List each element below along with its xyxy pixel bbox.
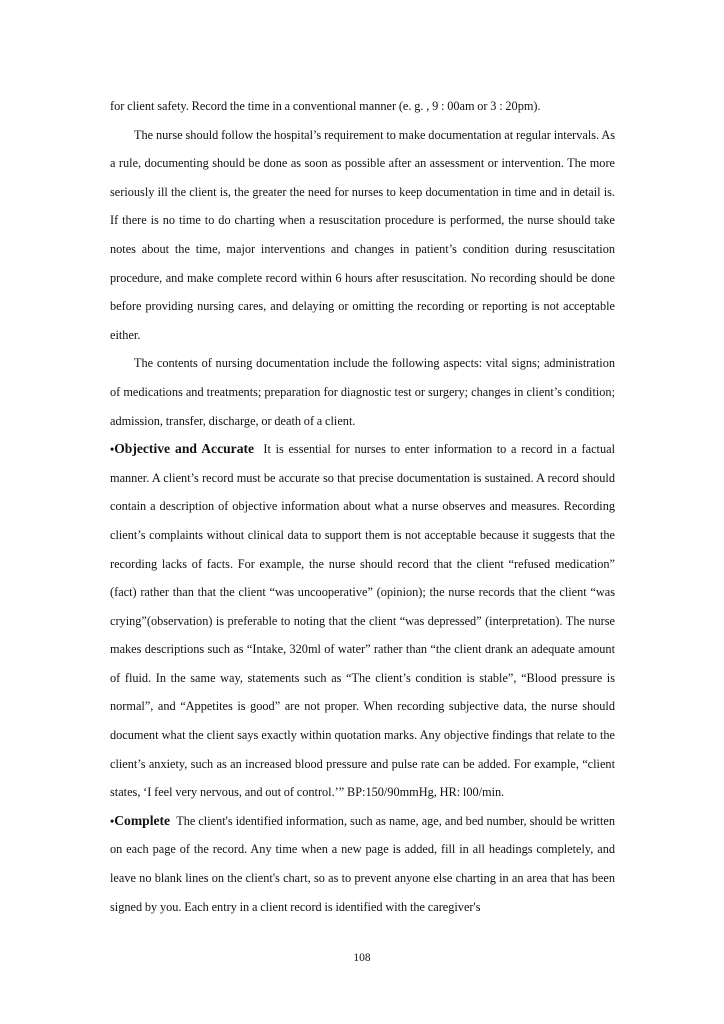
section-text-complete: The client's identified information, such as name, age, and bed number, should be written on each page of the record. Any time when a new page is added, fill in all headings completely, and leave no blank lines on the client's chart, so as to prevent anyone else charting in an area that has been signed by you. Each entry in a client record is identified with the caregiver's (110, 813, 615, 914)
paragraph-continuation: for client safety. Record the time in a conventional manner (e. g. , 9 : 00am or 3 : 20pm). (110, 99, 541, 113)
section-heading-complete: Complete (114, 812, 171, 828)
section-heading-objective-accurate: Objective and Accurate (114, 441, 255, 457)
section-objective-accurate (110, 435, 615, 807)
section-complete (110, 807, 615, 921)
page-number: 108 (353, 952, 371, 964)
page-body (110, 92, 615, 921)
bullet-icon: • (110, 442, 115, 457)
paragraph-documentation-timing: The nurse should follow the hospital’s requirement to make documentation at regular intervals. As a rule, documenting should be done as soon as possible after an assessment or intervention. The more seriously ill the client is, the greater the need for nurses to keep documentation in time and in detail is. If there is no time to do charting when a resuscitation procedure is performed, the nurse should take notes about the time, major interventions and changes in patient’s condition during resuscitation procedure, and make complete record within 6 hours after resuscitation. No recording should be done before providing nursing cares, and delaying or omitting the recording or reporting is not acceptable either. (110, 127, 615, 342)
bullet-icon: • (110, 813, 115, 828)
paragraph-documentation-contents: The contents of nursing documentation include the following aspects: vital signs; administration of medications and treatments; preparation for diagnostic test or surgery; changes in client’s condition; admission, transfer, discharge, or death of a client. (110, 356, 615, 428)
section-text-objective-accurate: It is essential for nurses to enter information to a record in a factual manner. A client’s record must be accurate so that precise documentation is sustained. A record should contain a description of objective information about what a nurse observes and measures. Recording client’s complaints without clinical data to support them is not acceptable because it suggests that the recording lacks of facts. For example, the nurse should record that the client “refused medication” (fact) rather than that the client “was uncooperative” (opinion); the nurse records that the client “was crying”(observation) is preferable to noting that the client “was depressed” (interpretation). The nurse makes descriptions such as “Intake, 320ml of water” rather than “the client drank an adequate amount of fluid. In the same way, statements such as “The client’s condition is stable”, “Blood pressure is normal”, and “Appetites is good” are not proper. When recording subjective data, the nurse should document what the client says exactly within quotation marks. Any objective findings that relate to the client’s anxiety, such as an increased blood pressure and pulse rate can be added. For example, “client states, ‘I feel very nervous, and out of control.’” BP:150/90mmHg, HR: l00/min. (110, 442, 615, 800)
